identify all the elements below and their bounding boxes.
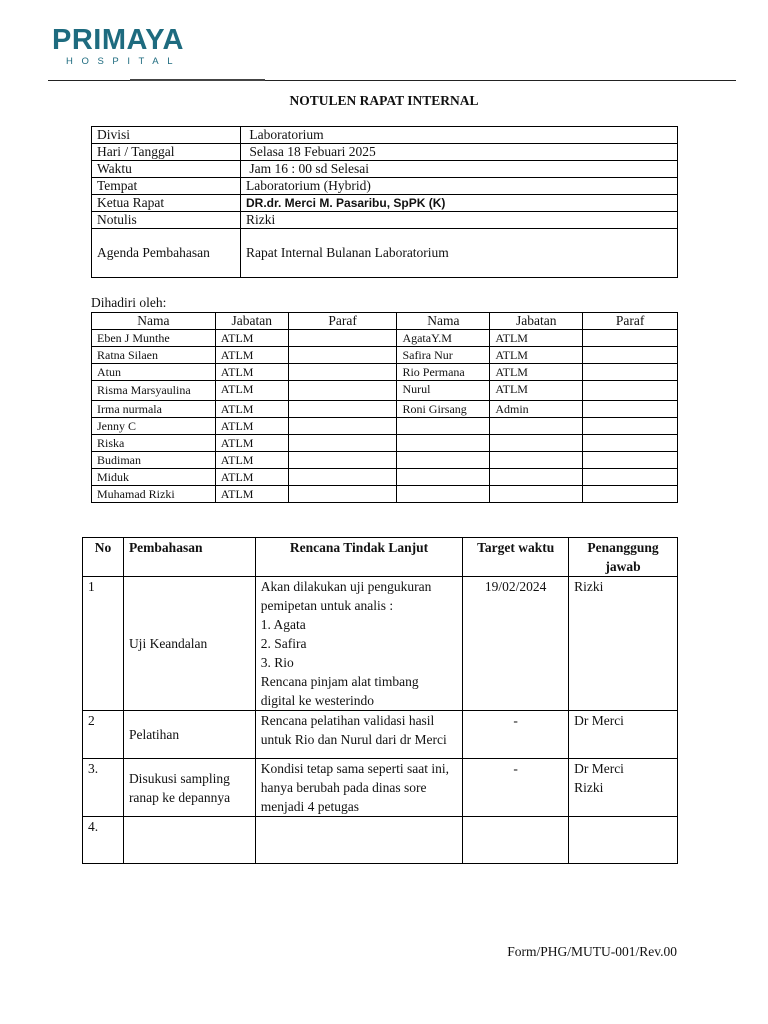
form-code: Form/PHG/MUTU-001/Rev.00 [507, 944, 677, 959]
table-cell [288, 330, 397, 347]
meeting-info-table [91, 126, 678, 278]
table-row [83, 711, 678, 759]
table-row [92, 347, 678, 364]
table-cell: Ratna Silaen [92, 347, 216, 364]
table-cell [583, 486, 678, 503]
info-value: Rapat Internal Bulanan Laboratorium [241, 229, 678, 278]
table-cell [490, 469, 583, 486]
table-cell [583, 418, 678, 435]
table-cell [490, 486, 583, 503]
info-value: Jam 16 : 00 sd Selesai [241, 161, 678, 178]
table-cell [583, 435, 678, 452]
plan-line: menjadi 4 petugas [260, 799, 359, 814]
table-row [83, 759, 678, 817]
table-cell [288, 381, 397, 401]
table-cell: Admin [490, 401, 583, 418]
table-cell: ATLM [215, 418, 288, 435]
table-cell: ATLM [490, 330, 583, 347]
info-row [92, 195, 678, 212]
table-cell [490, 452, 583, 469]
table-cell: Budiman [92, 452, 216, 469]
column-header: Jabatan [490, 313, 583, 330]
info-row [92, 178, 678, 195]
pic-cell [569, 759, 678, 817]
info-row [92, 212, 678, 229]
info-value: DR.dr. Merci M. Pasaribu, SpPK (K) [241, 195, 678, 212]
table-cell [583, 364, 678, 381]
table-cell [583, 347, 678, 364]
table-cell [397, 469, 490, 486]
target-cell [463, 817, 569, 864]
column-header: Target waktu [463, 538, 569, 577]
table-cell [288, 347, 397, 364]
plan-line: 2. Safira [260, 636, 307, 651]
info-label: Notulis [92, 212, 241, 229]
pic-cell [569, 817, 678, 864]
table-cell: Risma Marsyaulina [92, 381, 216, 401]
table-cell [397, 452, 490, 469]
info-label: Hari / Tanggal [92, 144, 241, 161]
plan-line: digital ke westerindo [260, 693, 374, 708]
column-header: Paraf [288, 313, 397, 330]
table-cell: ATLM [490, 347, 583, 364]
table-cell: ATLM [215, 401, 288, 418]
table-cell: ATLM [215, 486, 288, 503]
column-header: No [83, 538, 124, 577]
table-row [92, 364, 678, 381]
table-row [92, 469, 678, 486]
plan-line: untuk Rio dan Nurul dari dr Merci [260, 732, 447, 747]
table-cell [583, 401, 678, 418]
table-cell [397, 486, 490, 503]
table-row [92, 330, 678, 347]
row-number: 1 [83, 577, 124, 711]
info-row [92, 144, 678, 161]
plan-cell [255, 759, 462, 817]
table-cell: Rio Permana [397, 364, 490, 381]
table-cell: Eben J Munthe [92, 330, 216, 347]
plan-line: 1. Agata [260, 617, 306, 632]
table-cell [490, 418, 583, 435]
topic-cell: Disukusi sampling ranap ke depannya [123, 759, 255, 817]
table-cell [397, 435, 490, 452]
pic-line: Dr Merci [574, 713, 624, 728]
table-cell: ATLM [215, 452, 288, 469]
plan-line: hanya berubah pada dinas sore [260, 780, 427, 795]
pic-line: Dr Merci [574, 761, 624, 776]
table-cell [288, 486, 397, 503]
target-cell: - [463, 711, 569, 759]
plan-line: 3. Rio [260, 655, 294, 670]
table-cell [288, 435, 397, 452]
table-cell [583, 469, 678, 486]
info-row [92, 127, 678, 144]
column-header: Penanggung jawab [569, 538, 678, 577]
table-cell: ATLM [215, 347, 288, 364]
topic-cell: Uji Keandalan [123, 577, 255, 711]
info-label: Agenda Pembahasan [92, 229, 241, 278]
table-cell: ATLM [215, 469, 288, 486]
info-row [92, 229, 678, 278]
table-cell: ATLM [215, 435, 288, 452]
table-cell: Riska [92, 435, 216, 452]
table-cell [583, 452, 678, 469]
pic-cell [569, 577, 678, 711]
table-cell [397, 418, 490, 435]
info-value: Laboratorium [241, 127, 678, 144]
table-cell: Jenny C [92, 418, 216, 435]
plan-cell [255, 711, 462, 759]
attendance-header-row [92, 313, 678, 330]
table-row [92, 435, 678, 452]
table-cell: Roni Girsang [397, 401, 490, 418]
plan-cell [255, 577, 462, 711]
plan-line: Rencana pelatihan validasi hasil [260, 713, 435, 728]
column-header: Paraf [583, 313, 678, 330]
info-value: Rizki [241, 212, 678, 229]
table-cell [288, 401, 397, 418]
discussion-header-row [83, 538, 678, 577]
info-value: Selasa 18 Febuari 2025 [241, 144, 678, 161]
info-label: Divisi [92, 127, 241, 144]
table-cell: AgataY.M [397, 330, 490, 347]
info-label: Tempat [92, 178, 241, 195]
plan-line: pemipetan untuk analis : [260, 598, 394, 613]
table-cell [288, 452, 397, 469]
pic-line: Rizki [574, 579, 604, 594]
row-number: 4. [83, 817, 124, 864]
table-row [92, 486, 678, 503]
info-row [92, 161, 678, 178]
column-header: Jabatan [215, 313, 288, 330]
target-cell: 19/02/2024 [463, 577, 569, 711]
table-row [92, 418, 678, 435]
plan-line: Akan dilakukan uji pengukuran [260, 579, 432, 594]
table-cell [583, 330, 678, 347]
target-cell: - [463, 759, 569, 817]
info-label: Ketua Rapat [92, 195, 241, 212]
table-cell: Irma nurmala [92, 401, 216, 418]
attendance-table [91, 312, 678, 503]
table-cell [583, 381, 678, 401]
column-header: Pembahasan [123, 538, 255, 577]
table-row [83, 817, 678, 864]
plan-line: Rencana pinjam alat timbang [260, 674, 419, 689]
table-cell: Safira Nur [397, 347, 490, 364]
column-header: Nama [397, 313, 490, 330]
table-cell: Muhamad Rizki [92, 486, 216, 503]
table-cell [288, 364, 397, 381]
table-cell: ATLM [490, 381, 583, 401]
table-cell: Nurul [397, 381, 490, 401]
row-number: 3. [83, 759, 124, 817]
info-label: Waktu [92, 161, 241, 178]
table-cell: ATLM [490, 364, 583, 381]
row-number: 2 [83, 711, 124, 759]
logo-subtitle: HOSPITAL [66, 56, 182, 67]
info-value: Laboratorium (Hybrid) [241, 178, 678, 195]
pic-line: Rizki [574, 780, 604, 795]
logo-name: PRIMAYA [52, 24, 184, 56]
table-cell: Atun [92, 364, 216, 381]
hospital-logo [52, 24, 184, 68]
table-cell: ATLM [215, 330, 288, 347]
discussion-table [82, 537, 678, 864]
plan-cell [255, 817, 462, 864]
table-row [92, 401, 678, 418]
attendance-label: Dihadiri oleh: [91, 295, 167, 310]
header-divider-accent [130, 79, 265, 81]
table-cell [288, 469, 397, 486]
table-row [92, 452, 678, 469]
topic-cell: Pelatihan [123, 711, 255, 759]
table-cell [288, 418, 397, 435]
table-row [92, 381, 678, 401]
table-cell: ATLM [215, 364, 288, 381]
table-row [83, 577, 678, 711]
table-cell [490, 435, 583, 452]
document-title: NOTULEN RAPAT INTERNAL [289, 93, 479, 108]
topic-cell [123, 817, 255, 864]
table-cell: ATLM [215, 381, 288, 401]
table-cell: Miduk [92, 469, 216, 486]
plan-line: Kondisi tetap sama seperti saat ini, [260, 761, 449, 776]
column-header: Nama [92, 313, 216, 330]
column-header: Rencana Tindak Lanjut [255, 538, 462, 577]
pic-cell [569, 711, 678, 759]
